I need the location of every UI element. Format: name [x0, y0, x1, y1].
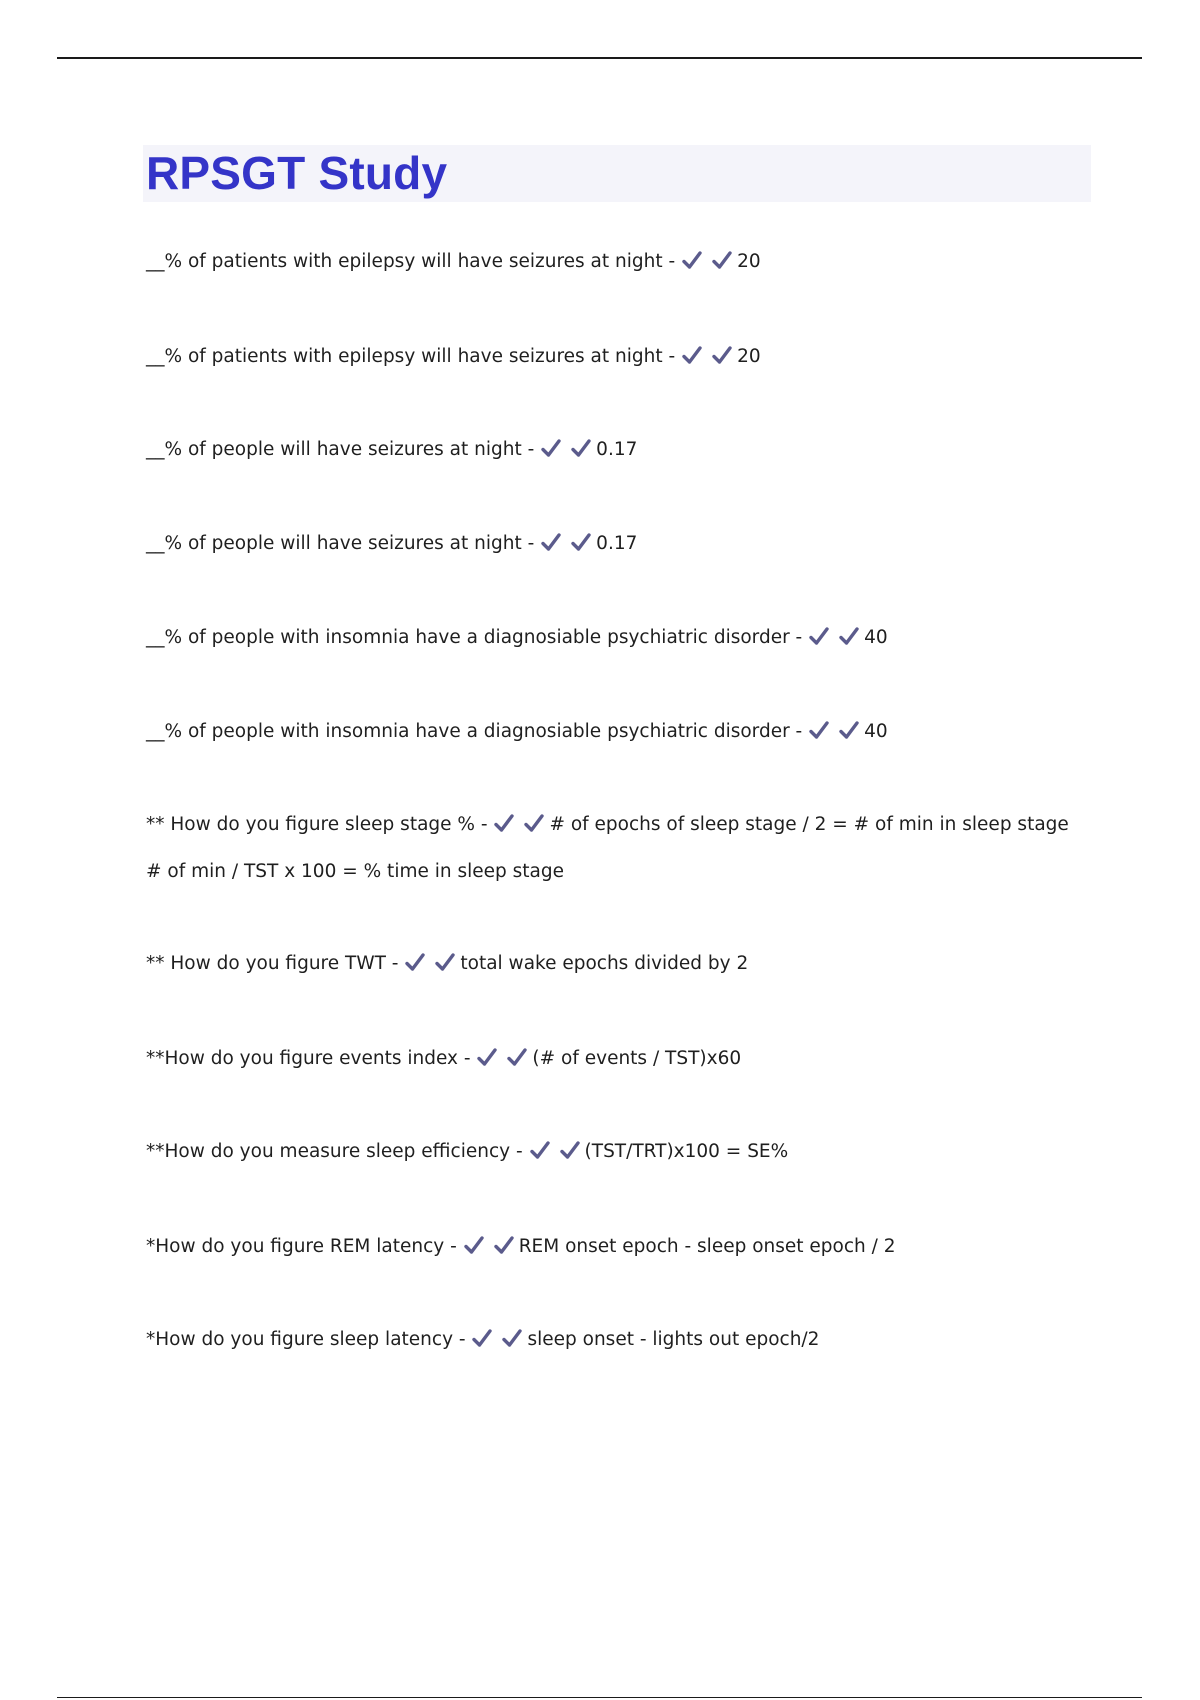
qa-item — [146, 1046, 741, 1071]
qa-question: **How do you measure sleep efficiency - — [146, 1141, 523, 1162]
qa-question: __% of people will have seizures at night - — [146, 533, 535, 554]
qa-question: __% of people will have seizures at night - — [146, 439, 535, 460]
qa-item — [146, 812, 1069, 884]
check-mark-icon — [540, 437, 562, 459]
check-mark-icon — [808, 625, 830, 647]
check-mark-icon — [711, 249, 733, 271]
check-mark-icon — [476, 1046, 498, 1068]
qa-item — [146, 1139, 788, 1164]
qa-answer: sleep onset - lights out epoch/2 — [527, 1329, 820, 1350]
qa-answer: 40 — [864, 627, 888, 648]
qa-question: __% of patients with epilepsy will have seizures at night - — [146, 251, 676, 272]
check-mark-icon — [711, 344, 733, 366]
page-top-rule — [57, 57, 1142, 59]
qa-answer: 0.17 — [596, 533, 638, 554]
qa-item — [146, 1234, 896, 1259]
qa-answer: 20 — [737, 346, 761, 367]
qa-answer: 0.17 — [596, 439, 638, 460]
qa-item — [146, 437, 637, 462]
qa-question: __% of people with insomnia have a diagnosiable psychiatric disorder - — [146, 627, 803, 648]
qa-question: __% of people with insomnia have a diagnosiable psychiatric disorder - — [146, 721, 803, 742]
qa-question: ** How do you figure TWT - — [146, 953, 399, 974]
qa-answer: # of epochs of sleep stage / 2 = # of min in sleep stage — [549, 814, 1069, 835]
qa-answer-continued: # of min / TST x 100 = % time in sleep stage — [146, 861, 565, 882]
qa-item — [146, 625, 888, 650]
qa-answer: 40 — [864, 721, 888, 742]
check-mark-icon — [463, 1234, 485, 1256]
qa-item — [146, 249, 761, 274]
check-mark-icon — [471, 1327, 493, 1349]
check-mark-icon — [559, 1139, 581, 1161]
qa-item — [146, 531, 637, 556]
qa-question: ** How do you figure sleep stage % - — [146, 814, 488, 835]
qa-question: __% of patients with epilepsy will have seizures at night - — [146, 346, 676, 367]
qa-item — [146, 344, 761, 369]
check-mark-icon — [838, 625, 860, 647]
qa-item — [146, 1327, 819, 1352]
check-mark-icon — [493, 812, 515, 834]
check-mark-icon — [681, 249, 703, 271]
qa-question: *How do you figure REM latency - — [146, 1236, 457, 1257]
qa-item — [146, 951, 748, 976]
qa-answer: (# of events / TST)x60 — [532, 1048, 742, 1069]
check-mark-icon — [808, 719, 830, 741]
qa-answer: (TST/TRT)x100 = SE% — [584, 1141, 789, 1162]
qa-question: *How do you figure sleep latency - — [146, 1329, 466, 1350]
check-mark-icon — [404, 951, 426, 973]
check-mark-icon — [501, 1327, 523, 1349]
check-mark-icon — [570, 531, 592, 553]
qa-item — [146, 719, 888, 744]
check-mark-icon — [540, 531, 562, 553]
check-mark-icon — [838, 719, 860, 741]
check-mark-icon — [434, 951, 456, 973]
qa-answer: total wake epochs divided by 2 — [460, 953, 749, 974]
check-mark-icon — [506, 1046, 528, 1068]
qa-answer: REM onset epoch - sleep onset epoch / 2 — [518, 1236, 896, 1257]
qa-question: **How do you figure events index - — [146, 1048, 471, 1069]
check-mark-icon — [681, 344, 703, 366]
qa-answer: 20 — [737, 251, 761, 272]
document-title: RPSGT Study — [146, 147, 448, 199]
check-mark-icon — [523, 812, 545, 834]
check-mark-icon — [529, 1139, 551, 1161]
check-mark-icon — [493, 1234, 515, 1256]
check-mark-icon — [570, 437, 592, 459]
page-bottom-rule — [57, 1697, 1142, 1698]
